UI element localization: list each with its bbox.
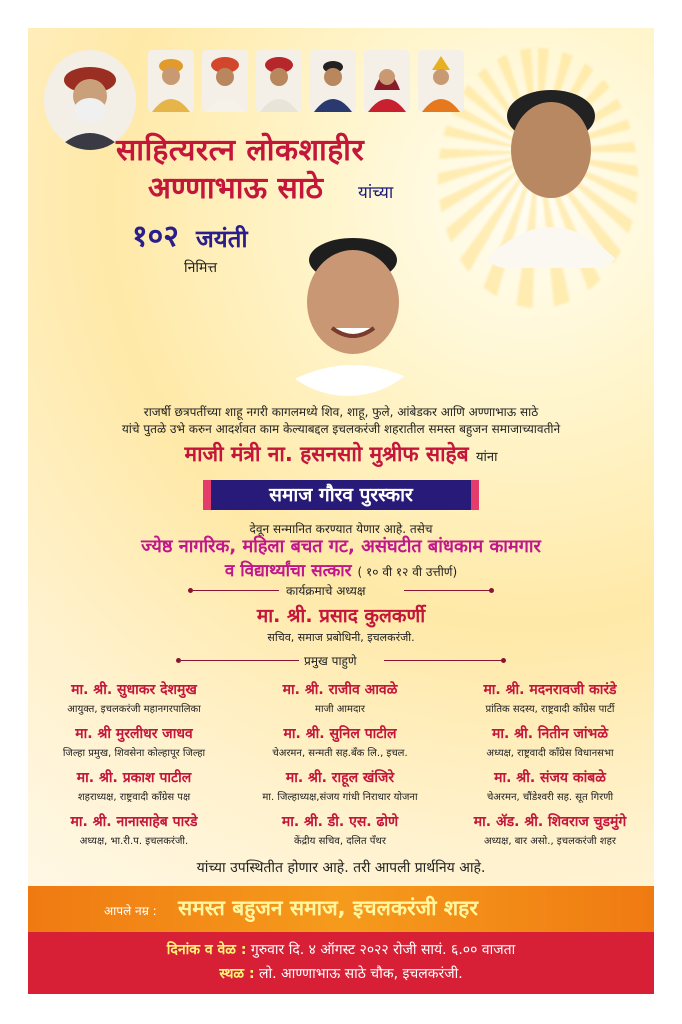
divider-line-right-2	[384, 660, 502, 661]
guest-role: शहराध्यक्ष, राष्ट्रवादी कॉंग्रेस पक्ष	[77, 792, 191, 803]
felicitation-line-2	[28, 558, 654, 581]
portrait-small-2	[202, 50, 248, 112]
guest-role: अध्यक्ष, बार असो., इचलकरंजी शहर	[483, 836, 617, 847]
title-line-2: अण्णाभाऊ साठे	[148, 171, 323, 206]
closing-text: यांच्या उपस्थितीत होणार आहे. तरी आपली प्रार्थनिय आहे.	[196, 860, 486, 876]
guest-name: मा. श्री. प्रकाश पाटील	[76, 770, 192, 786]
president-label: कार्यक्रमाचे अध्यक्ष	[286, 584, 366, 598]
guest-item	[236, 680, 444, 715]
divider-line-left	[193, 590, 279, 591]
place-value: लो. आण्णाभाऊ साठे चौक, इचलकरंजी.	[259, 966, 463, 982]
guest-role: केंद्रीय सचिव, दलित पँथर	[294, 836, 386, 847]
guest-role: मा. जिल्हाध्यक्ष,संजय गांधी निराधार योजना	[262, 792, 418, 803]
president-role: सचिव, समाज प्रबोधिनी, इचलकरंजी.	[267, 631, 415, 644]
guest-role: चेअरमन, सन्मती सह.बँक लि., इचल.	[272, 748, 408, 759]
divider-line-left-2	[181, 660, 299, 661]
event-poster	[28, 28, 654, 994]
place-line	[28, 964, 654, 983]
host-name: समस्त बहुजन समाज, इचलकरंजी शहर	[178, 896, 478, 920]
intro-line-1: राजर्षी छत्रपतींच्या शाहू नगरी कागलमध्ये शिव, शाहू, फुले, आंबेडकर आणि अण्णाभाऊ साठे	[143, 405, 539, 419]
place-label: स्थळ :	[219, 966, 255, 982]
portrait-small-5	[364, 50, 410, 112]
guest-role: अध्यक्ष, भा.री.प. इचलकरंजी.	[79, 836, 189, 847]
guest-role: प्रांतिक सदस्य, राष्ट्रवादी कॉंग्रेस पार्टी	[485, 704, 615, 715]
guest-name: मा. श्री. डी. एस. ढोणे	[281, 814, 399, 830]
award-title: समाज गौरव पुरस्कार	[203, 480, 479, 510]
guest-item	[446, 812, 654, 847]
guest-name: मा. श्री. नितीन जांभळे	[491, 726, 609, 742]
guest-item	[236, 724, 444, 759]
intro-text	[28, 404, 654, 438]
guest-item	[30, 812, 238, 847]
guest-item	[236, 812, 444, 847]
guest-item	[446, 680, 654, 715]
portrait-small-3	[256, 50, 302, 112]
guest-item	[236, 768, 444, 803]
guest-name: मा. श्री. संजय कांबळे	[494, 770, 606, 786]
honoree-name: माजी मंत्री ना. हसनसाो मुश्रीफ साहेब	[184, 442, 469, 466]
title-yanchya: यांच्या	[358, 183, 394, 203]
date-line	[28, 940, 654, 959]
guest-name: मा. ॲड. श्री. शिवराज चुडमुंगे	[473, 814, 627, 830]
divider-dot-right-2	[501, 658, 506, 663]
title-jayanti: जयंती	[196, 225, 248, 253]
award-banner	[203, 480, 479, 512]
title-nimitta: निमित्त	[184, 260, 218, 276]
anniversary-number: १०२	[132, 219, 179, 254]
guest-item	[30, 724, 238, 759]
guest-item	[30, 680, 238, 715]
honoree-line	[28, 440, 654, 468]
honoree-suffix: यांना	[475, 450, 498, 465]
date-label: दिनांक व वेळ :	[166, 942, 247, 958]
intro-line-2: यांचे पुतळे उभे करुन आदर्शवत काम केल्याबद्दल इचलकरंजी शहरातील समस्त बहुजन समाजाच्यावतीने	[121, 422, 561, 436]
guest-role: आयुक्त, इचलकरंजी महानगरपालिका	[67, 704, 201, 715]
guest-item	[30, 768, 238, 803]
announce-text: देवून सन्मानित करण्यात येणार आहे. तसेच	[249, 522, 433, 536]
guest-role: माजी आमदार	[315, 704, 365, 715]
guests-label: प्रमुख पाहुणे	[304, 654, 357, 668]
guest-name: मा. श्री. राहूल खंजिरे	[285, 770, 395, 786]
guest-name: मा. श्री. मदनरावजी कारंडे	[483, 682, 617, 698]
portrait-small-4	[310, 50, 356, 112]
guest-role: जिल्हा प्रमुख, शिवसेना कोल्हापूर जिल्हा	[62, 748, 206, 759]
felicitation-line-1: ज्येष्ठ नागरिक, महिला बचत गट, असंघटीत बांधकाम कामगार	[141, 536, 541, 557]
felicitation-text: व विद्यार्थ्यांचा सत्कार	[224, 561, 352, 581]
president-name: मा. श्री. प्रसाद कुलकर्णी	[256, 605, 426, 627]
guest-item	[446, 768, 654, 803]
guest-name: मा. श्री. नानासाहेब पारडे	[70, 814, 198, 830]
guest-item	[446, 724, 654, 759]
guest-name: मा. श्री. सुनिल पाटील	[283, 726, 397, 742]
portrait-annabhau-sathe	[476, 68, 626, 268]
guest-name: मा. श्री. सुधाकर देशमुख	[71, 682, 197, 698]
guest-role: अध्यक्ष, राष्ट्रवादी कॉंग्रेस विधानसभा	[486, 748, 614, 759]
guest-name: मा. श्री मुरलीधर जाधव	[75, 726, 193, 742]
date-value: गुरुवार दि. ४ ऑगस्ट २०२२ रोजी सायं. ६.०० वाजता	[250, 942, 516, 958]
portrait-hasan-mushrif	[258, 216, 438, 396]
guest-role: चेअरमन, चौंडेश्वरी सह. सूत गिरणी	[486, 792, 614, 803]
title-line-1: साहित्यरत्न लोकशाहीर	[116, 133, 365, 168]
host-label: आपले नम्र :	[104, 904, 157, 918]
divider-line-right	[404, 590, 490, 591]
divider-dot-right	[489, 588, 494, 593]
portrait-small-1	[148, 50, 194, 112]
portrait-small-6	[418, 50, 464, 112]
guest-name: मा. श्री. राजीव आवळे	[282, 682, 398, 698]
felicitation-note: ( १० वी १२ वी उत्तीर्ण)	[357, 565, 458, 579]
